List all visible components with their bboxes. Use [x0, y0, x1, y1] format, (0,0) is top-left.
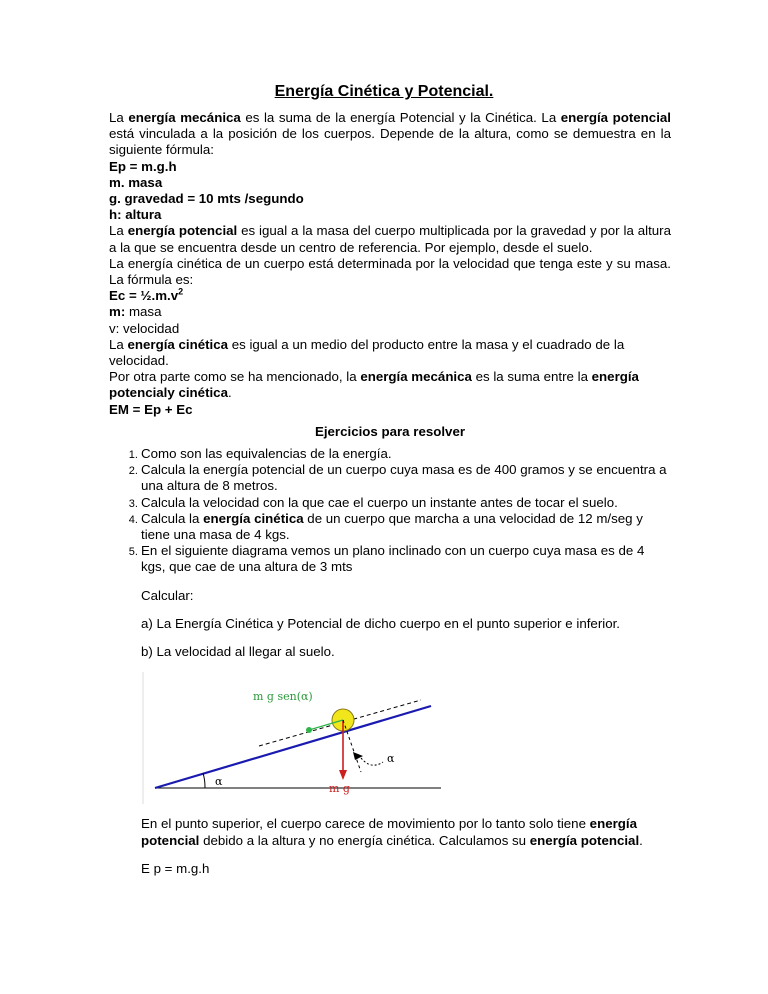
bold-term: energía potencial — [529, 832, 640, 848]
exercise-item: 5. En el siguiente diagrama vemos un plano inclinado con un cuerpo cuya masa es de 4 kgs, que cae de una altura de 3 mts — [141, 543, 671, 575]
calcular-label: Calcular: — [141, 587, 194, 603]
force-label: m g sen(α) — [253, 690, 313, 704]
paragraph-kinetic-intro: La energía cinética de un cuerpo está determinada por la velocidad que tenga este y su masa. La fórmula es: — [109, 255, 671, 288]
formula-text: Ec = ½.m.v — [109, 288, 179, 304]
inclined-plane-line — [155, 706, 431, 788]
bold-term: energía potencialy cinética — [109, 369, 639, 401]
inclined-plane-diagram — [141, 672, 441, 804]
text: La — [109, 110, 129, 125]
definition-v: v: velocidad — [109, 320, 180, 336]
text: es igual a la masa del cuerpo multiplicada por la gravedad y por la altura a la que se encuentra desde un centro de referencia. Por ejemplo, desde el suelo. — [109, 223, 671, 255]
bold-term: energía mecánica — [360, 369, 472, 385]
exercise-list — [109, 446, 671, 576]
formula-ec — [109, 288, 671, 304]
text: . — [639, 832, 643, 848]
point-marker — [306, 727, 312, 733]
paragraph-kinetic — [109, 337, 671, 369]
question-b: b) La velocidad al llegar al suelo. — [141, 644, 335, 660]
formula-ep: Ep = m.g.h — [109, 158, 177, 174]
page-title: Energía Cinética y Potencial. — [274, 83, 494, 100]
text: es igual a un medio del producto entre la masa y el cuadrado de la velocidad. — [109, 336, 625, 369]
exercise-item: 2. Calcula la energía potencial de un cuerpo cuya masa es de 400 gramos y se encuentra a una altura de 8 metros. — [141, 462, 671, 494]
mg-label: m g — [329, 782, 350, 796]
exercise-item: 3. Calcula la velocidad con la que cae el cuerpo un instante antes de tocar el suelo. — [141, 495, 671, 511]
exercise-item: 1. Como son las equivalencias de la energía. — [141, 446, 671, 462]
bold-term: energía potencial — [560, 110, 671, 125]
bold-term: energía cinética — [203, 510, 304, 526]
text: es la suma de la energía Potencial y la Cinética. La — [240, 110, 561, 125]
definition-m2 — [109, 304, 671, 320]
exponent: 2 — [178, 286, 184, 297]
paragraph-upper-point — [141, 816, 671, 848]
text: La — [109, 336, 128, 352]
definition-m: m. masa — [109, 174, 163, 190]
text: La — [109, 223, 128, 239]
paragraph-mechanical — [109, 369, 671, 401]
alpha-label-bottom: α — [215, 775, 223, 789]
bold-term: energía potencial — [127, 223, 238, 239]
text: Calcula la — [141, 510, 204, 526]
bold-term: energía cinética — [127, 336, 229, 352]
document-body — [109, 110, 671, 877]
formula-em: EM = Ep + Ec — [109, 401, 193, 417]
definition-h: h: altura — [109, 207, 162, 223]
angle-arc — [203, 773, 205, 788]
text: Por otra parte como se ha mencionado, la — [109, 369, 361, 385]
text: está vinculada a la posición de los cuerpos. Depende de la altura, como se demuestra en la siguiente fórmula: — [109, 126, 671, 158]
text: . — [227, 385, 232, 401]
formula-ep-final: E p = m.g.h — [141, 860, 210, 876]
label: m: — [109, 304, 126, 320]
alpha-pointer — [361, 758, 383, 765]
weight-arrowhead — [339, 770, 347, 780]
text: debido a la altura y no energía cinética. Calculamos su — [199, 832, 530, 848]
text: masa — [125, 304, 162, 320]
alpha-label-right: α — [387, 752, 395, 766]
text: es la suma entre la — [471, 369, 592, 385]
exercises-heading: Ejercicios para resolver — [314, 423, 466, 439]
question-a: a) La Energía Cinética y Potencial de dicho cuerpo en el punto superior e inferior. — [141, 615, 620, 631]
text: de un cuerpo que marcha a una velocidad de 12 m/seg y tiene una masa de 4 kgs. — [141, 510, 643, 543]
paragraph-potential — [109, 223, 671, 255]
definition-g: g. gravedad = 10 mts /segundo — [109, 191, 304, 207]
exercise-item — [141, 511, 671, 543]
bold-term: energía mecánica — [128, 110, 241, 125]
text: En el punto superior, el cuerpo carece de movimiento por lo tanto solo tiene — [141, 816, 590, 832]
paragraph-intro — [109, 110, 671, 159]
bold-term: energía potencial — [141, 816, 637, 848]
